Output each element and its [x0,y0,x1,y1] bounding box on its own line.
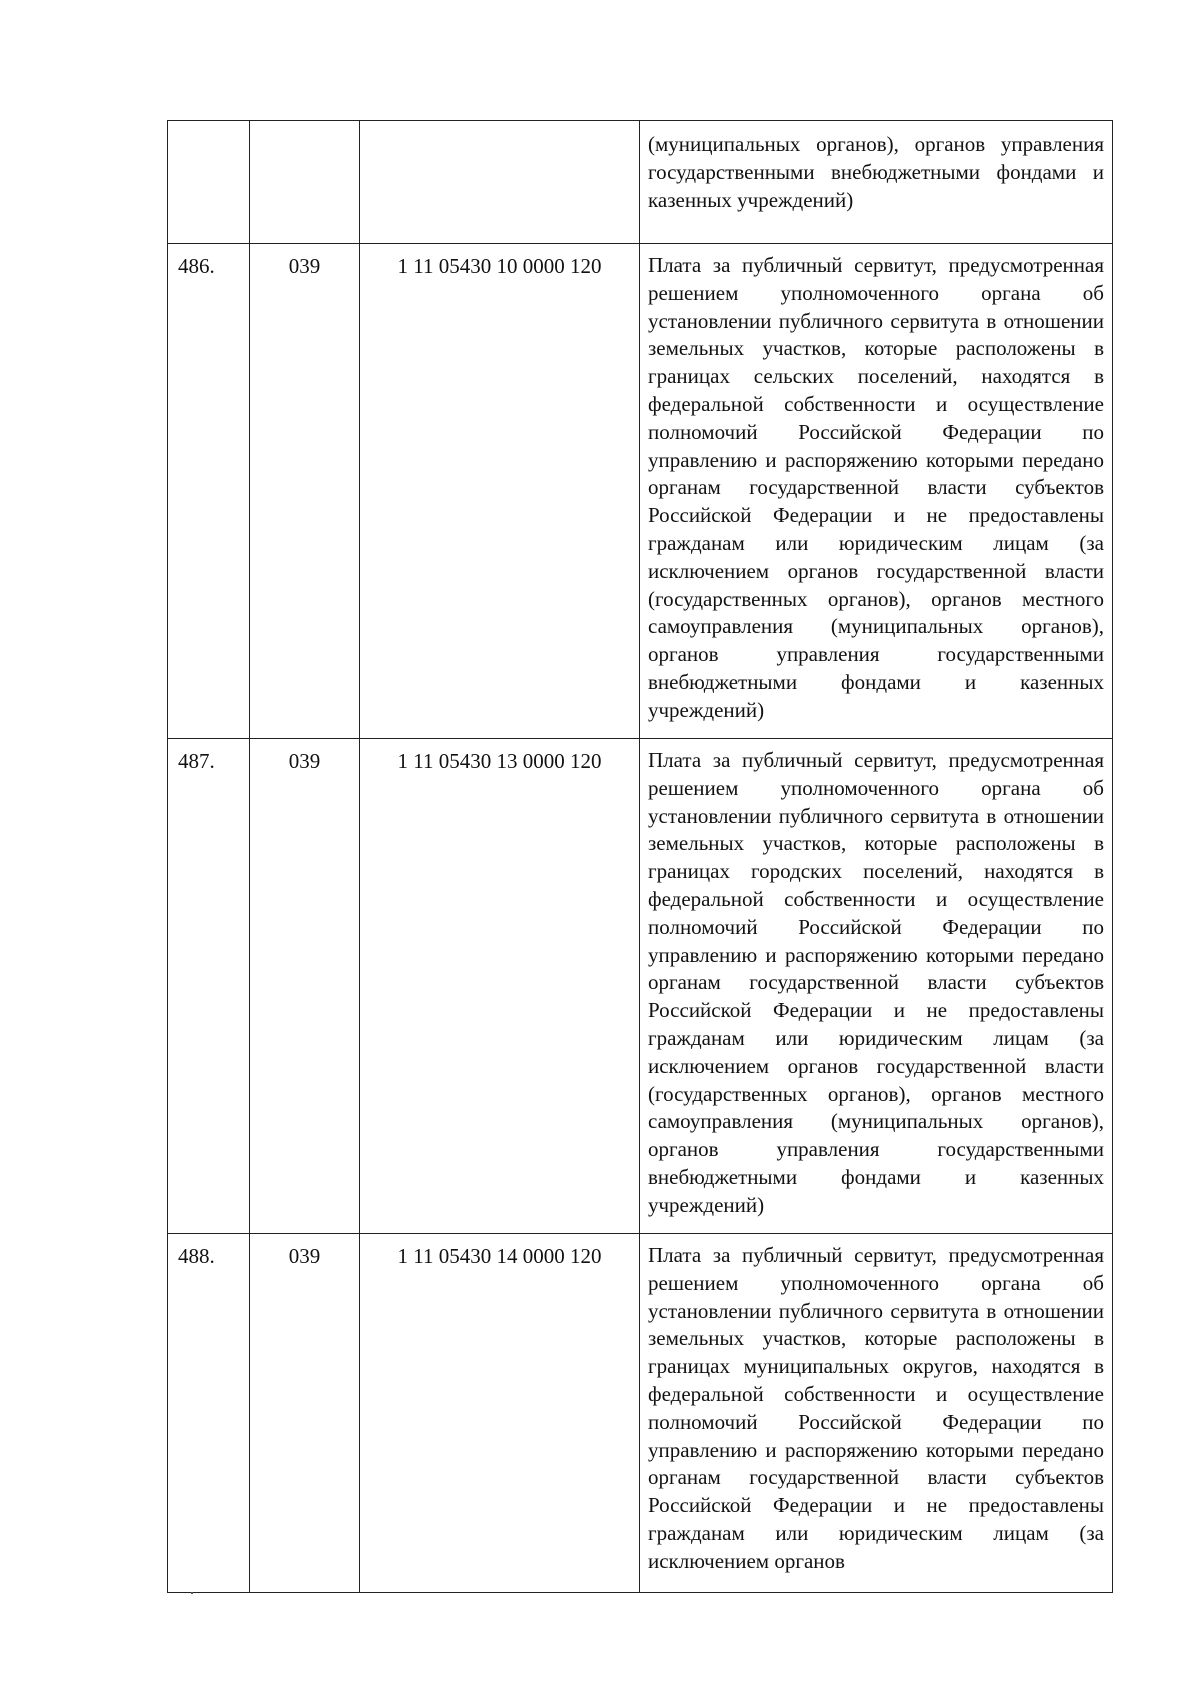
administrator-code: 039 [250,244,360,739]
budget-classification-code: 1 11 05430 10 0000 120 [360,244,640,739]
administrator-code: 039 [250,739,360,1234]
budget-classification-code: 1 11 05430 14 0000 120 [360,1234,640,1593]
table-row [168,739,1113,1234]
revenue-description: Плата за публичный сервитут, предусмотренная решением уполномоченного органа об установлении публичного сервитута в отношении земельных участков, которые расположены в границах сельских поселений, находятся в федеральной собственности и осуществление полномочий Российской Федерации по управлению и распоряжению которыми передано органам государственной власти субъектов Российской Федерации и не предоставлены гражданам или юридическим лицам (за исключением органов государственной власти (государственных органов), органов местного самоуправления (муниципальных органов), органов управления государственными внебюджетными фондами и казенных учреждений) [640,244,1113,739]
scan-speck [191,1592,193,1594]
row-number: 487. [168,739,250,1234]
revenue-description: Плата за публичный сервитут, предусмотренная решением уполномоченного органа об установлении публичного сервитута в отношении земельных участков, которые расположены в границах муниципальных округов, находятся в федеральной собственности и осуществление полномочий Российской Федерации по управлению и распоряжению которыми передано органам государственной власти субъектов Российской Федерации и не предоставлены гражданам или юридическим лицам (за исключением органов [640,1234,1113,1593]
table-row [168,1234,1113,1593]
administrator-code [250,121,360,244]
row-number: 488. [168,1234,250,1593]
budget-classification-code [360,121,640,244]
revenue-codes-table [167,120,1113,1593]
revenue-description: (муниципальных органов), органов управления государственными внебюджетными фондами и казенных учреждений) [640,121,1113,244]
row-number [168,121,250,244]
table-row [168,121,1113,244]
revenue-description: Плата за публичный сервитут, предусмотренная решением уполномоченного органа об установлении публичного сервитута в отношении земельных участков, которые расположены в границах городских поселений, находятся в федеральной собственности и осуществление полномочий Российской Федерации по управлению и распоряжению которыми передано органам государственной власти субъектов Российской Федерации и не предоставлены гражданам или юридическим лицам (за исключением органов государственной власти (государственных органов), органов местного самоуправления (муниципальных органов), органов управления государственными внебюджетными фондами и казенных учреждений) [640,739,1113,1234]
table-row [168,244,1113,739]
budget-classification-code: 1 11 05430 13 0000 120 [360,739,640,1234]
administrator-code: 039 [250,1234,360,1593]
row-number: 486. [168,244,250,739]
